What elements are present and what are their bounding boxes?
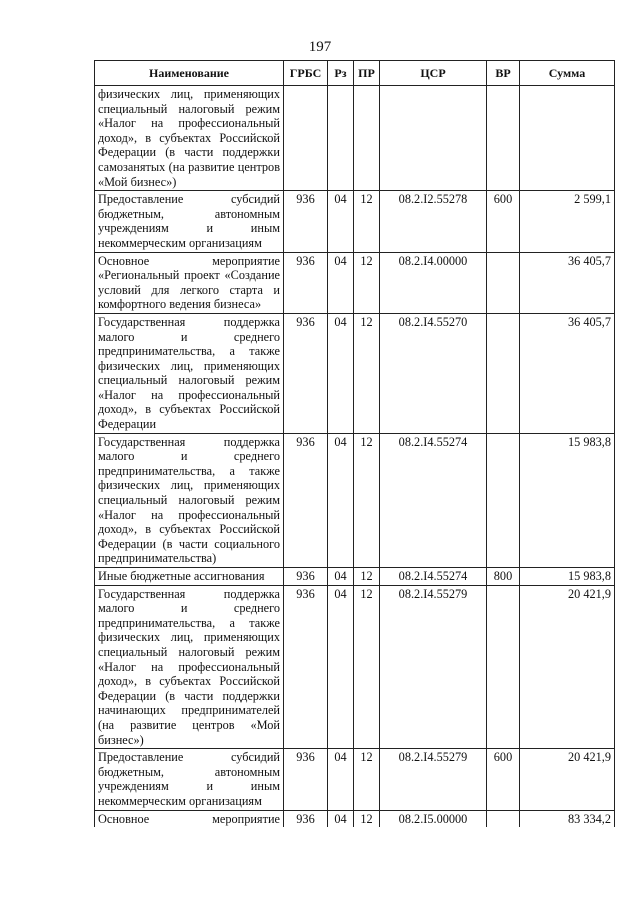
row-rz: 04 xyxy=(328,568,354,586)
row-grbs: 936 xyxy=(284,252,328,313)
row-rz: 04 xyxy=(328,585,354,749)
column-header-vr: ВР xyxy=(487,61,520,86)
row-sum: 15 983,8 xyxy=(520,568,615,586)
row-name: физических лиц, применяющих специальный налоговый режим «Налог на профессиональный доход», в субъектах Российской Федерации (в части поддержки самозанятых (на развитие центров «Мой бизнес») xyxy=(95,86,284,191)
table-row xyxy=(95,86,615,191)
row-vr: 600 xyxy=(487,749,520,810)
row-grbs: 936 xyxy=(284,191,328,252)
table-row xyxy=(95,585,615,749)
row-csr: 08.2.I4.55274 xyxy=(380,568,487,586)
row-grbs: 936 xyxy=(284,313,328,433)
row-pr: 12 xyxy=(354,191,380,252)
row-name: Основное мероприятие xyxy=(95,810,284,827)
row-csr: 08.2.I4.55270 xyxy=(380,313,487,433)
row-rz: 04 xyxy=(328,810,354,827)
row-grbs: 936 xyxy=(284,810,328,827)
row-csr: 08.2.I4.55279 xyxy=(380,749,487,810)
row-pr: 12 xyxy=(354,810,380,827)
column-header-csr: ЦСР xyxy=(380,61,487,86)
column-header-rz: Рз xyxy=(328,61,354,86)
table-row xyxy=(95,433,615,567)
row-grbs: 936 xyxy=(284,749,328,810)
row-vr xyxy=(487,585,520,749)
row-sum: 20 421,9 xyxy=(520,749,615,810)
row-sum xyxy=(520,86,615,191)
row-grbs: 936 xyxy=(284,585,328,749)
row-vr xyxy=(487,252,520,313)
row-vr xyxy=(487,810,520,827)
row-grbs: 936 xyxy=(284,568,328,586)
row-csr xyxy=(380,86,487,191)
row-name: Предоставление субсидий бюджетным, автономным учреждениям и иным некоммерческим организациям xyxy=(95,191,284,252)
row-name: Иные бюджетные ассигнования xyxy=(95,568,284,586)
table-row xyxy=(95,252,615,313)
row-name: Предоставление субсидий бюджетным, автономным учреждениям и иным некоммерческим организациям xyxy=(95,749,284,810)
budget-table xyxy=(94,60,615,827)
row-rz: 04 xyxy=(328,252,354,313)
row-vr xyxy=(487,313,520,433)
row-pr: 12 xyxy=(354,568,380,586)
row-csr: 08.2.I4.00000 xyxy=(380,252,487,313)
row-vr: 600 xyxy=(487,191,520,252)
row-sum: 36 405,7 xyxy=(520,313,615,433)
row-name: Государственная поддержка малого и среднего предпринимательства, а также физических лиц, применяющих специальный налоговый режим «Налог на профессиональный доход», в субъектах Российской Федерации (в части поддержки начинающих предпринимателей (на развитие центров «Мой бизнес») xyxy=(95,585,284,749)
column-header-sum: Сумма xyxy=(520,61,615,86)
row-grbs xyxy=(284,86,328,191)
row-rz: 04 xyxy=(328,191,354,252)
row-name: Государственная поддержка малого и среднего предпринимательства, а также физических лиц, применяющих специальный налоговый режим «Налог на профессиональный доход», в субъектах Российской Федерации (в части социального предпринимательства) xyxy=(95,433,284,567)
table-row xyxy=(95,568,615,586)
row-pr: 12 xyxy=(354,749,380,810)
table-row xyxy=(95,749,615,810)
row-pr: 12 xyxy=(354,252,380,313)
row-csr: 08.2.I4.55279 xyxy=(380,585,487,749)
column-header-pr: ПР xyxy=(354,61,380,86)
row-vr: 800 xyxy=(487,568,520,586)
row-sum: 20 421,9 xyxy=(520,585,615,749)
column-header-grbs: ГРБС xyxy=(284,61,328,86)
row-pr xyxy=(354,86,380,191)
row-sum: 36 405,7 xyxy=(520,252,615,313)
table-row xyxy=(95,191,615,252)
table-row xyxy=(95,810,615,827)
row-csr: 08.2.I2.55278 xyxy=(380,191,487,252)
column-header-name: Наименование xyxy=(95,61,284,86)
row-name: Государственная поддержка малого и среднего предпринимательства, а также физических лиц, применяющих специальный налоговый режим «Налог на профессиональный доход», в субъектах Российской Федерации xyxy=(95,313,284,433)
row-csr: 08.2.I5.00000 xyxy=(380,810,487,827)
row-csr: 08.2.I4.55274 xyxy=(380,433,487,567)
table-header-row xyxy=(95,61,615,86)
row-rz: 04 xyxy=(328,313,354,433)
row-sum: 15 983,8 xyxy=(520,433,615,567)
row-sum: 83 334,2 xyxy=(520,810,615,827)
row-pr: 12 xyxy=(354,313,380,433)
row-sum: 2 599,1 xyxy=(520,191,615,252)
row-rz xyxy=(328,86,354,191)
row-pr: 12 xyxy=(354,433,380,567)
table-row xyxy=(95,313,615,433)
row-pr: 12 xyxy=(354,585,380,749)
row-rz: 04 xyxy=(328,433,354,567)
row-rz: 04 xyxy=(328,749,354,810)
row-name: Основное мероприятие «Региональный проект «Создание условий для легкого старта и комфортного ведения бизнеса» xyxy=(95,252,284,313)
row-vr xyxy=(487,433,520,567)
row-grbs: 936 xyxy=(284,433,328,567)
row-vr xyxy=(487,86,520,191)
page-number: 197 xyxy=(308,39,332,55)
